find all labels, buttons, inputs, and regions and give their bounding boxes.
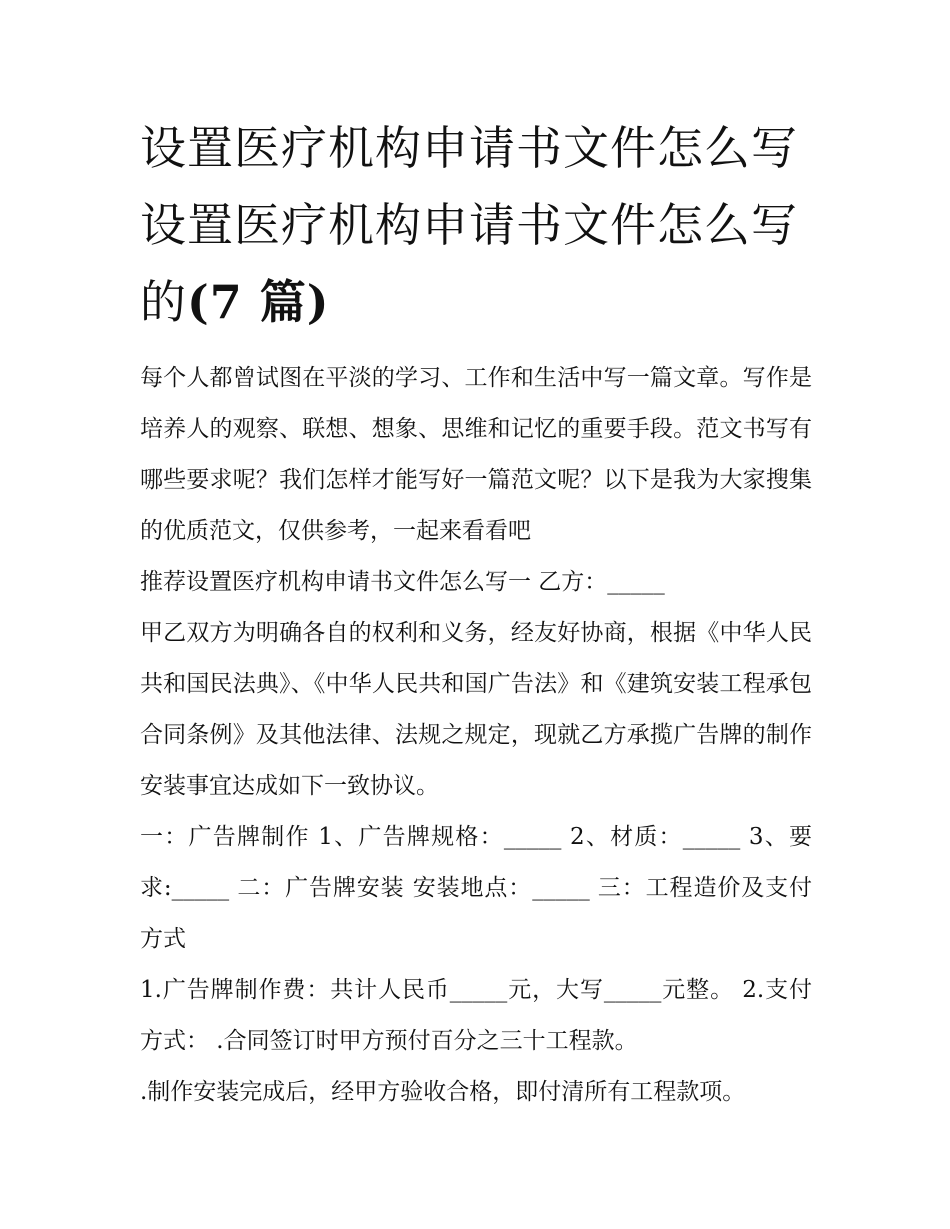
document-title	[140, 110, 812, 341]
document-page	[140, 110, 812, 1118]
payment-paragraph: 1.广告牌制作费：共计人民币_____元，大写_____元整。 2.支付方式： .合同签订时甲方预付百分之三十工程款。	[140, 977, 812, 1054]
title-count: (7 篇)	[187, 275, 330, 329]
clause-paragraph: 一：广告牌制作 1、广告牌规格：_____ 2、材质：_____ 3、要求:_____ 二：广告牌安装 安装地点：_____ 三：工程造价及支付方式	[140, 824, 812, 952]
agreement-paragraph: 甲乙双方为明确各自的权利和义务，经友好协商，根据《中华人民共和国民法典》、《中华人民共和国广告法》和《建筑安装工程承包合同条例》及其他法律、法规之规定，现就乙方承揽广告牌的制作安装事宜达成如下一致协议。	[140, 620, 812, 799]
recommend-heading: 推荐设置医疗机构申请书文件怎么写一 乙方：_____	[140, 569, 665, 595]
title-text: 设置医疗机构申请书文件怎么写 设置医疗机构申请书文件怎么写的	[140, 121, 798, 329]
completion-paragraph: .制作安装完成后，经甲方验收合格，即付清所有工程款项。	[140, 1079, 746, 1105]
intro-paragraph: 每个人都曾试图在平淡的学习、工作和生活中写一篇文章。写作是培养人的观察、联想、想象、思维和记忆的重要手段。范文书写有哪些要求呢？我们怎样才能写好一篇范文呢？以下是我为大家搜集的优质范文，仅供参考，一起来看看吧	[140, 365, 812, 544]
